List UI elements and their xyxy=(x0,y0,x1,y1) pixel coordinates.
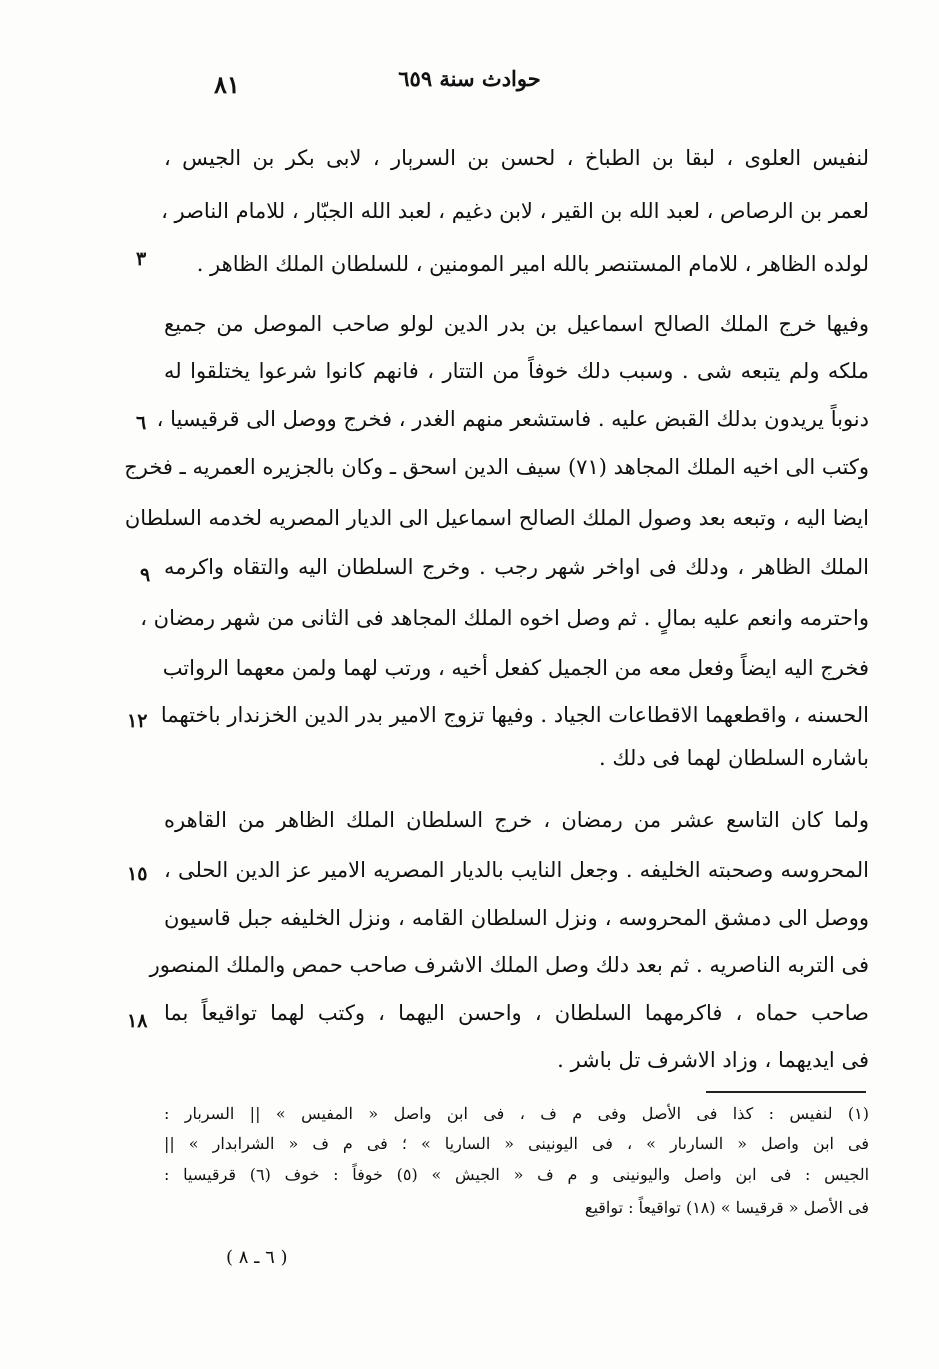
body-line: فخرج اليه ايضاً وفعل معه من الجميل كفعل أخيه ، ورتب لهما ولمن معهما الرواتب xyxy=(162,656,869,680)
page-number: ٨١ xyxy=(214,70,240,99)
body-line: ووصل الى دمشق المحروسه ، ونزل السلطان القامه ، ونزل الخليفه جبل قاسيون xyxy=(164,906,869,930)
footnote-line: الجيس : فى ابن واصل واليونينى و م ف « الجيش » (٥) خوفاً : خوف (٦) قرقيسيا : xyxy=(164,1165,870,1184)
footnote-line: (١) لنفيس : كذا فى الأصل وفى م ف ، فى ابن واصل « المفيس » || السربار : xyxy=(164,1104,869,1123)
body-line: لنفيس العلوى ، لبقا بن الطباخ ، لحسن بن السرېار ، لابى بكر بن الجيس ، xyxy=(164,146,869,170)
footnote-line: فى الأصل « قرقيسا » (١٨) تواقيعاً : تواقيع xyxy=(584,1198,869,1217)
body-line: فى ايديهما ، وزاد الاشرف تل باشر . xyxy=(557,1048,869,1072)
body-line: الملك الظاهر ، ودلك فى اواخر شهر رجب . وخرج السلطان اليه والتقاه واكرمه xyxy=(164,555,869,579)
body-line: وفيها خرج الملك الصالح اسماعيل بن بدر الدين لولو صاحب الموصل من جميع xyxy=(164,312,869,336)
running-header-title: حوادث سنة ٦٥٩ xyxy=(398,66,541,91)
body-line: وكتب الى اخيه الملك المجاهد (٧١) سيف الدين اسحق ـ وكان بالجزيره العمريه ـ فخرج xyxy=(124,455,869,479)
body-line: دنوباً يريدون بدلك القبض عليه . فاستشعر منهم الغدر ، فخرج ووصل الى قرقيسيا ، xyxy=(156,407,869,431)
body-line: فى التربه الناصريه . ثم بعد دلك وصل الملك الاشرف صاحب حمص والملك المنصور xyxy=(149,953,869,977)
margin-line-number: ١٥ xyxy=(127,863,148,885)
body-line: واحترمه وانعم عليه بمالٍ . ثم وصل اخوه الملك المجاهد فى الثانى من شهر رمضان ، xyxy=(140,606,869,630)
footnote-divider xyxy=(706,1091,866,1093)
body-line: لولده الظاهر ، للامام المستنصر بالله امير المومنين ، للسلطان الملك الظاهر . xyxy=(196,252,869,276)
margin-line-number: ١٢ xyxy=(127,710,148,732)
margin-line-number: ٦ xyxy=(136,412,147,434)
printer-signature-mark: ( ٦ ـ ٨ ) xyxy=(226,1247,288,1268)
body-line: المحروسه وصحبته الخليفه . وجعل النايب بالديار المصريه الامير عز الدين الحلى ، xyxy=(164,858,869,882)
body-line: باشاره السلطان لهما فى دلك . xyxy=(598,746,869,770)
body-line: الحسنه ، واقطعهما الاقطاعات الجياد . وفيها تزوج الامير بدر الدين الخزندار باختهما xyxy=(160,703,869,727)
body-line: ايضا اليه ، وتبعه بعد وصول الملك الصالح اسماعيل الى الديار المصريه لخدمه السلطان xyxy=(124,506,869,530)
margin-line-number: ٩ xyxy=(140,564,151,586)
body-line: لعمر بن الرصاص ، لعبد الله بن القير ، لابن دغيم ، لعبد الله الجبّار ، للامام الناصر ، xyxy=(161,199,869,223)
body-line: صاحب حماه ، فاكرمهما السلطان ، واحسن اليهما ، وكتب لهما تواقيعاً بما xyxy=(164,1001,869,1025)
margin-line-number: ٣ xyxy=(136,248,147,270)
body-line: ولما كان التاسع عشر من رمضان ، خرج السلطان الملك الظاهر من القاهره xyxy=(164,808,869,832)
margin-line-number: ١٨ xyxy=(127,1010,148,1032)
footnote-line: فى ابن واصل « السارىار » ، فى اليونينى « الساريا » ؛ فى م ف « الشرابدار » || xyxy=(164,1134,869,1153)
body-line: ملكه ولم يتبعه شى . وسبب دلك خوفاً من التتار ، فانهم كانوا شرعوا يختلقوا له xyxy=(164,359,869,383)
